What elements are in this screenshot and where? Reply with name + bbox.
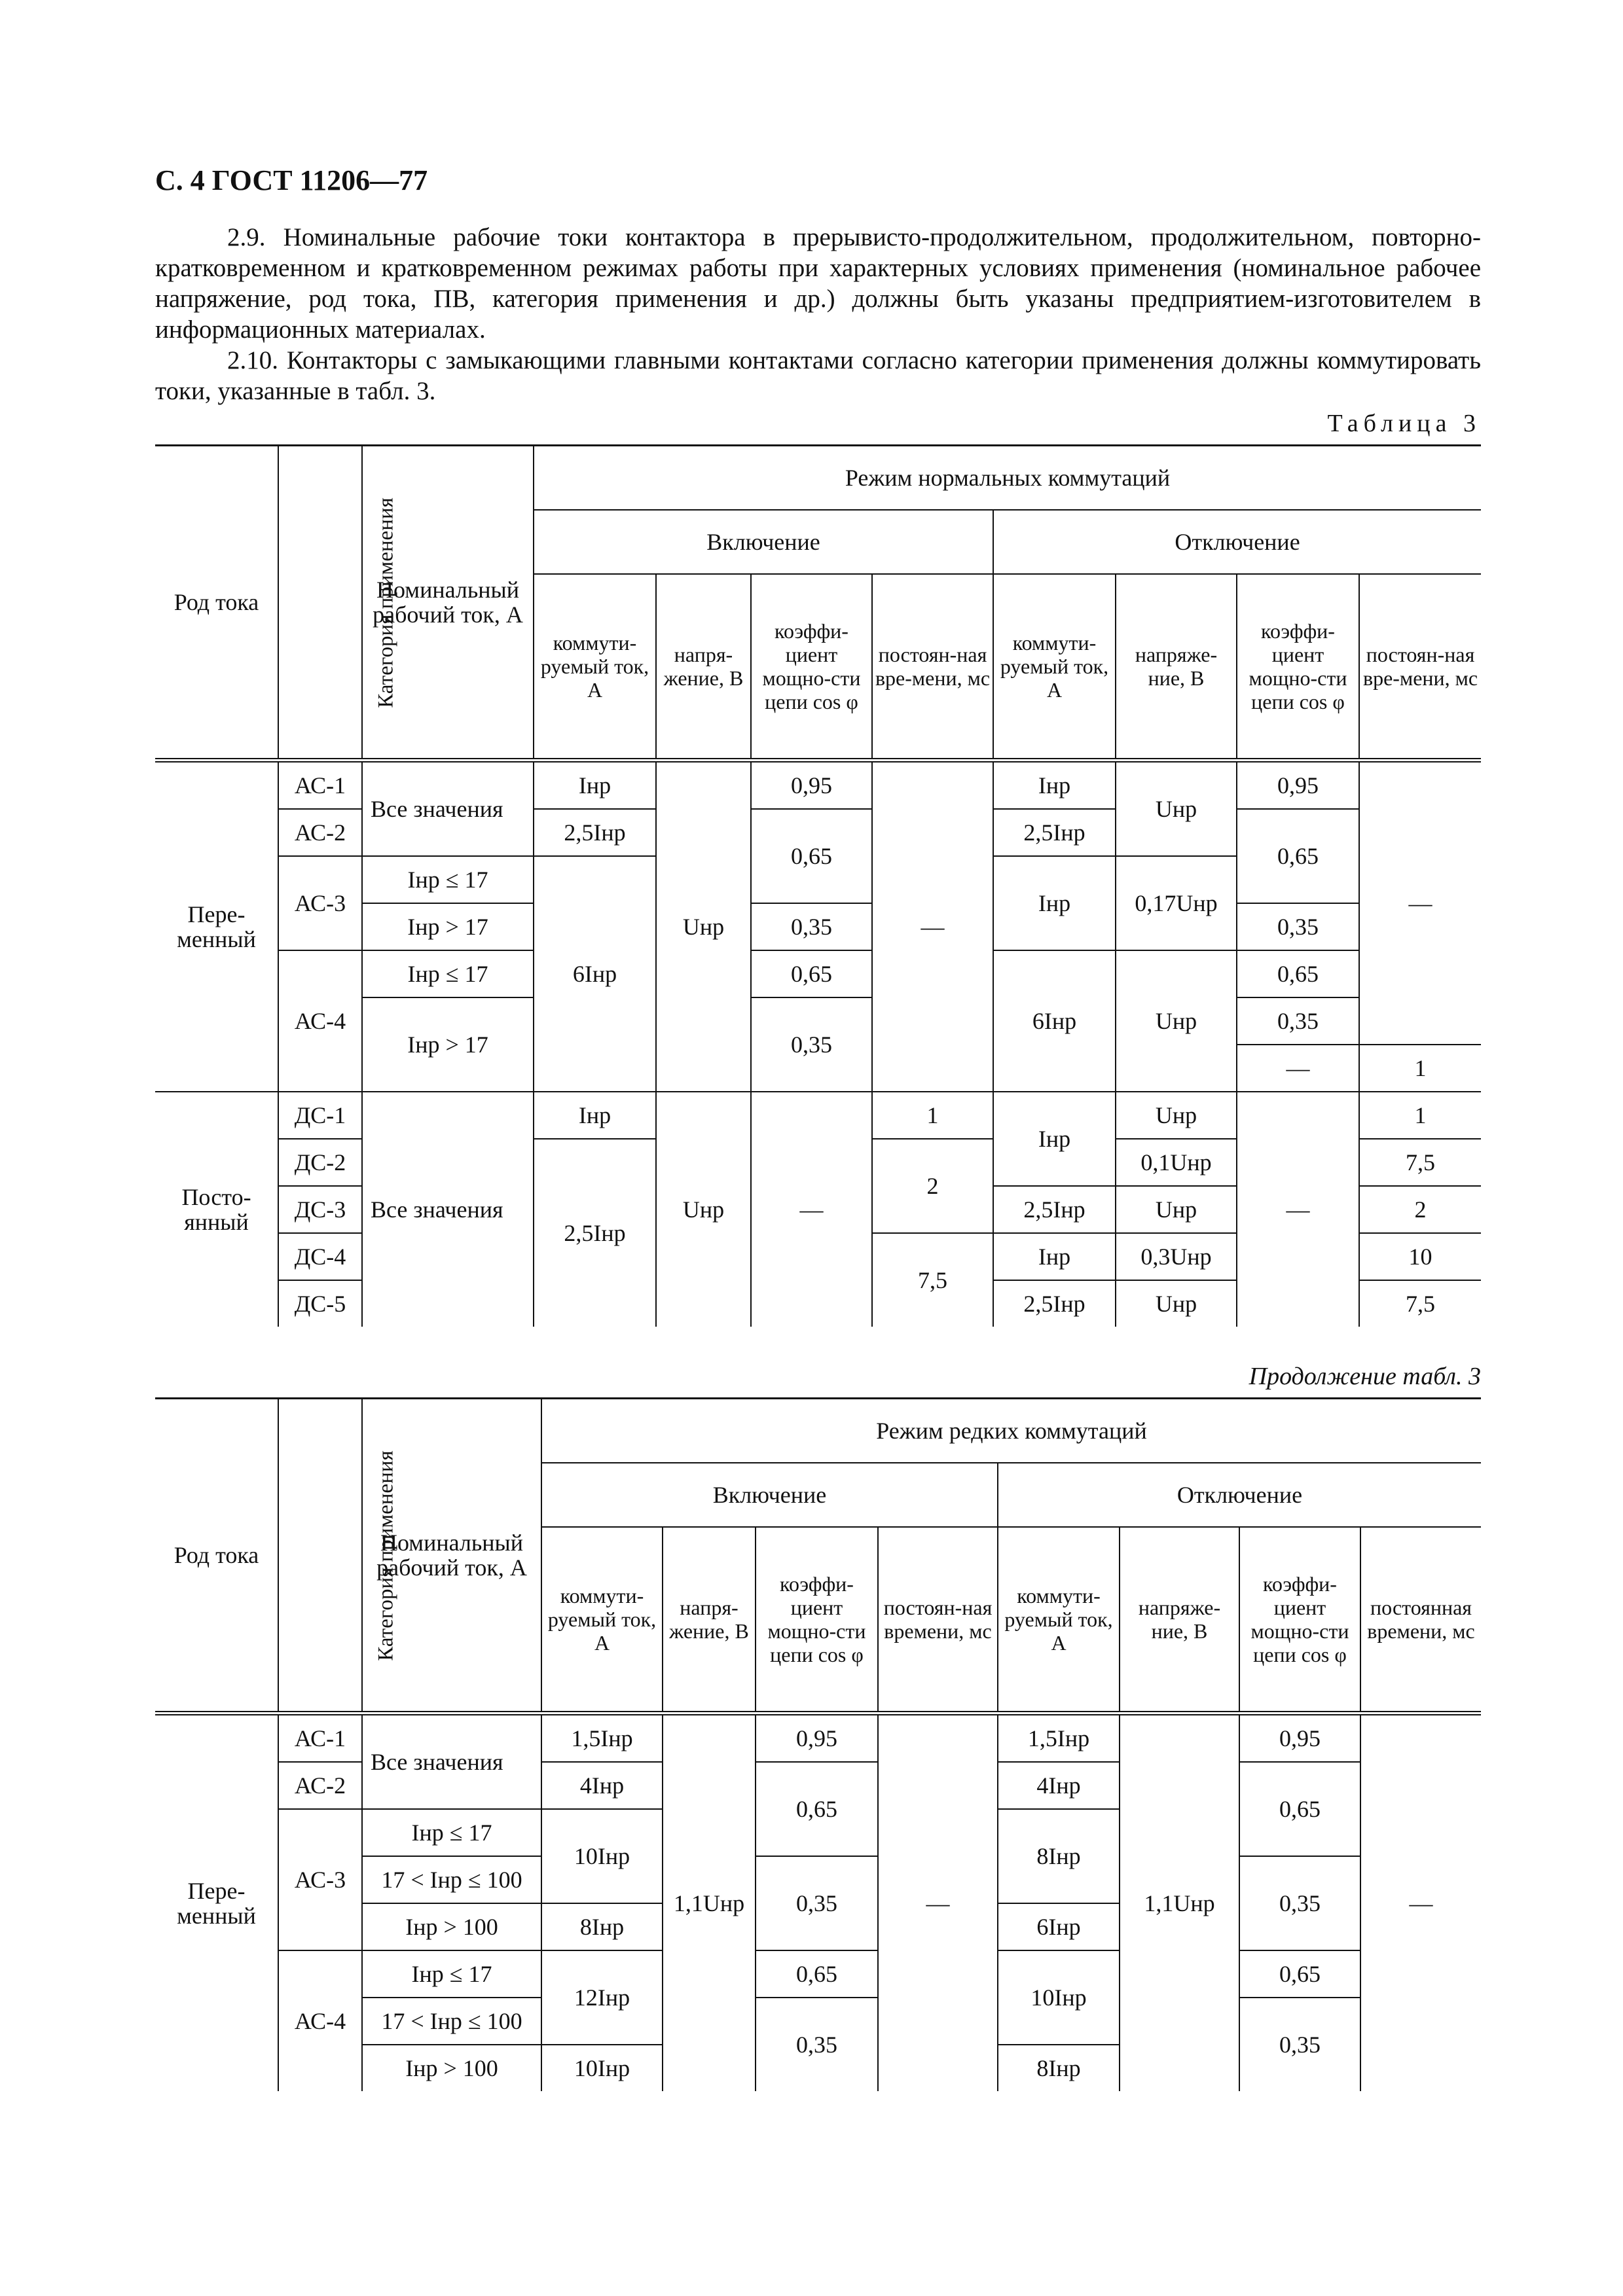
otkl-cos: 0,95 [1239,1713,1360,1763]
header-vkl-napr: напря-жение, В [663,1527,756,1713]
cat-ac3: АС-3 [278,856,362,950]
header-vkl: Включение [534,510,993,574]
vkl-napr: Uнр [656,1092,751,1327]
header-otkl-tok: коммути-руемый ток, А [998,1527,1120,1713]
nom-tok-le17: Iнр ≤ 17 [362,1809,541,1856]
cat-dc5: ДС-5 [278,1280,362,1327]
table-row [155,1762,1481,1809]
otkl-cos: 0,65 [1237,950,1359,997]
vkl-tok: 10Iнр [541,2045,663,2091]
otkl-time: 2 [1359,1186,1481,1233]
vkl-cos: — [751,1092,872,1327]
nom-tok-gt100: Iнр > 100 [362,2045,541,2091]
otkl-tok: 2,5Iнр [993,1280,1116,1327]
header-vkl-time: постоян-ная времени, мс [878,1527,998,1713]
otkl-tok: 4Iнр [998,1762,1120,1809]
header-vkl-cos: коэффи-циент мощно-сти цепи cos φ [751,574,872,761]
otkl-time: 7,5 [1359,1139,1481,1186]
vkl-tok: 4Iнр [541,1762,663,1809]
vkl-tok: 10Iнр [541,1809,663,1903]
otkl-napr: 0,17Uнр [1116,856,1237,950]
vkl-cos: 0,65 [756,1950,878,1998]
otkl-cos: 0,65 [1239,1762,1360,1856]
otkl-time: 10 [1359,1233,1481,1280]
table-row [155,761,1481,810]
header-mode: Режим редких коммутаций [541,1399,1481,1463]
cat-ac2: АС-2 [278,1762,362,1809]
header-mode: Режим нормальных коммутаций [534,446,1481,511]
page-header: С. 4 ГОСТ 11206—77 [155,164,428,196]
table-row [155,1713,1481,1763]
rod-postoyanny: Посто-янный [155,1092,278,1327]
cat-dc3: ДС-3 [278,1186,362,1233]
otkl-cos: — [1237,1092,1359,1327]
otkl-tok: Iнр [993,856,1116,950]
header-otkl-napr: напряже-ние, В [1116,574,1237,761]
cat-ac1: АС-1 [278,1713,362,1763]
otkl-tok: Iнр [993,1233,1116,1280]
header-otkl-cos: коэффи-циент мощно-сти цепи cos φ [1239,1527,1360,1713]
cat-ac4: АС-4 [278,950,362,1092]
vkl-cos: 0,35 [756,1998,878,2091]
rod-peremenny: Пере-менный [155,1713,278,2092]
cat-ac2: АС-2 [278,809,362,856]
otkl-cos: — [1237,1045,1359,1092]
otkl-tok: Iнр [993,761,1116,810]
vkl-tok: Iнр [534,761,656,810]
vkl-cos: 0,65 [751,809,872,903]
document-page [155,164,1481,2091]
header-vkl-tok: коммути-руемый ток, А [541,1527,663,1713]
header-vkl-time: постоян-ная вре-мени, мс [872,574,993,761]
vkl-tok: 2,5Iнр [534,809,656,856]
header-vkl: Включение [541,1463,998,1527]
vkl-tok: 1,5Iнр [541,1713,663,1763]
rod-peremenny: Пере-менный [155,761,278,1092]
header-rod-toka: Род тока [155,446,278,761]
otkl-time: 7,5 [1359,1280,1481,1327]
header-otkl-tok: коммути-руемый ток, А [993,574,1116,761]
cat-dc2: ДС-2 [278,1139,362,1186]
vkl-time: 1 [872,1092,993,1139]
otkl-napr: Uнр [1116,950,1237,1092]
table-row [155,950,1481,997]
vkl-cos: 0,35 [751,997,872,1092]
otkl-time: — [1359,761,1481,1045]
header-otkl-time: постоянная времени, мс [1360,1527,1481,1713]
otkl-cos: 0,35 [1239,1856,1360,1950]
otkl-cos: 0,35 [1239,1998,1360,2091]
table-3-continuation [155,1397,1481,2091]
cat-dc4: ДС-4 [278,1233,362,1280]
table-3 [155,444,1481,1327]
nom-tok-vse: Все значения [362,1713,541,1810]
vkl-cos: 0,65 [756,1762,878,1856]
nom-tok-gt17: Iнр > 17 [362,903,534,950]
vkl-tok: 6Iнр [534,856,656,1092]
cat-dc1: ДС-1 [278,1092,362,1139]
otkl-tok: 2,5Iнр [993,1186,1116,1233]
otkl-tok: Iнр [993,1092,1116,1186]
otkl-time: 1 [1359,1045,1481,1092]
otkl-cos: 0,35 [1237,997,1359,1045]
otkl-tok: 6Iнр [993,950,1116,1092]
nom-tok-gt100: Iнр > 100 [362,1903,541,1950]
otkl-tok: 8Iнр [998,2045,1120,2091]
vkl-time: 2 [872,1139,993,1233]
vkl-time: 7,5 [872,1233,993,1327]
cat-ac4: АС-4 [278,1950,362,2091]
paragraph-2-10: 2.10. Контакторы с замыкающими главными контактами согласно категории применения должны коммутировать токи, указанные в табл. 3. [155,346,1481,405]
otkl-tok: 6Iнр [998,1903,1120,1950]
otkl-tok: 2,5Iнр [993,809,1116,856]
vkl-cos: 0,35 [751,903,872,950]
paragraph-2-9: 2.9. Номинальные рабочие токи контактора в прерывисто-продолжительном, продолжительном, повторно-кратковременном и кратковременном режимах работы при характерных условиях применения (номинальное рабочее напряжение, род тока, ПВ, категория применения и др.) должны быть указаны предприятием-изготовителем в информационных материалах. [155,223,1481,344]
vkl-cos: 0,35 [756,1856,878,1950]
otkl-cos: 0,65 [1239,1950,1360,1998]
header-rod-toka: Род тока [155,1399,278,1713]
otkl-time: — [1360,1713,1481,2092]
header-nom-tok: Номинальный рабочий ток, А [362,446,534,761]
otkl-napr: Uнр [1116,761,1237,857]
header-vkl-cos: коэффи-циент мощно-сти цепи cos φ [756,1527,878,1713]
vkl-time: — [872,761,993,1092]
otkl-cos: 0,95 [1237,761,1359,810]
header-vkl-tok: коммути-руемый ток, А [534,574,656,761]
otkl-tok: 10Iнр [998,1950,1120,2045]
otkl-napr: Uнр [1116,1092,1237,1139]
nom-tok-le17: Iнр ≤ 17 [362,1950,541,1998]
table-row [155,1950,1481,1998]
nom-tok-le17: Iнр ≤ 17 [362,856,534,903]
header-otkl: Отключение [993,510,1481,574]
vkl-tok: 2,5Iнр [534,1139,656,1327]
otkl-cos: 0,35 [1237,903,1359,950]
vkl-tok: Iнр [534,1092,656,1139]
nom-tok-vse: Все значения [362,1092,534,1327]
cat-ac1: АС-1 [278,761,362,810]
otkl-napr: 0,1Uнр [1116,1139,1237,1186]
nom-tok-le17: Iнр ≤ 17 [362,950,534,997]
nom-tok-mid: 17 < Iнр ≤ 100 [362,1998,541,2045]
otkl-cos: 0,65 [1237,809,1359,903]
nom-tok-mid: 17 < Iнр ≤ 100 [362,1856,541,1903]
otkl-napr: 0,3Uнр [1116,1233,1237,1280]
header-otkl-cos: коэффи-циент мощно-сти цепи cos φ [1237,574,1359,761]
vkl-tok: 12Iнр [541,1950,663,2045]
vkl-napr: 1,1Uнр [663,1713,756,2092]
header-vkl-napr: напря-жение, В [656,574,751,761]
table-continuation-caption: Продолжение табл. 3 [1249,1363,1481,1390]
vkl-cos: 0,65 [751,950,872,997]
vkl-napr: Uнр [656,761,751,1092]
nom-tok-gt17: Iнр > 17 [362,997,534,1092]
header-kategoriya: Категория применения [278,446,362,761]
table-row [155,1092,1481,1139]
header-otkl-time: постоян-ная вре-мени, мс [1359,574,1481,761]
otkl-tok: 1,5Iнр [998,1713,1120,1763]
table-caption: Таблица 3 [1327,410,1481,437]
header-otkl: Отключение [998,1463,1481,1527]
otkl-napr: Uнр [1116,1186,1237,1233]
table-row [155,809,1481,856]
vkl-tok: 8Iнр [541,1903,663,1950]
nom-tok-vse: Все значения [362,761,534,857]
header-nom-tok: Номинальный рабочий ток, А [362,1399,541,1713]
header-otkl-napr: напряже-ние, В [1120,1527,1239,1713]
otkl-time: 1 [1359,1092,1481,1139]
otkl-napr: Uнр [1116,1280,1237,1327]
vkl-time: — [878,1713,998,2092]
cat-ac3: АС-3 [278,1809,362,1950]
header-kategoriya: Категория применения [278,1399,362,1713]
vkl-cos: 0,95 [756,1713,878,1763]
vkl-cos: 0,95 [751,761,872,810]
otkl-tok: 8Iнр [998,1809,1120,1903]
otkl-napr: 1,1Uнр [1120,1713,1239,2092]
